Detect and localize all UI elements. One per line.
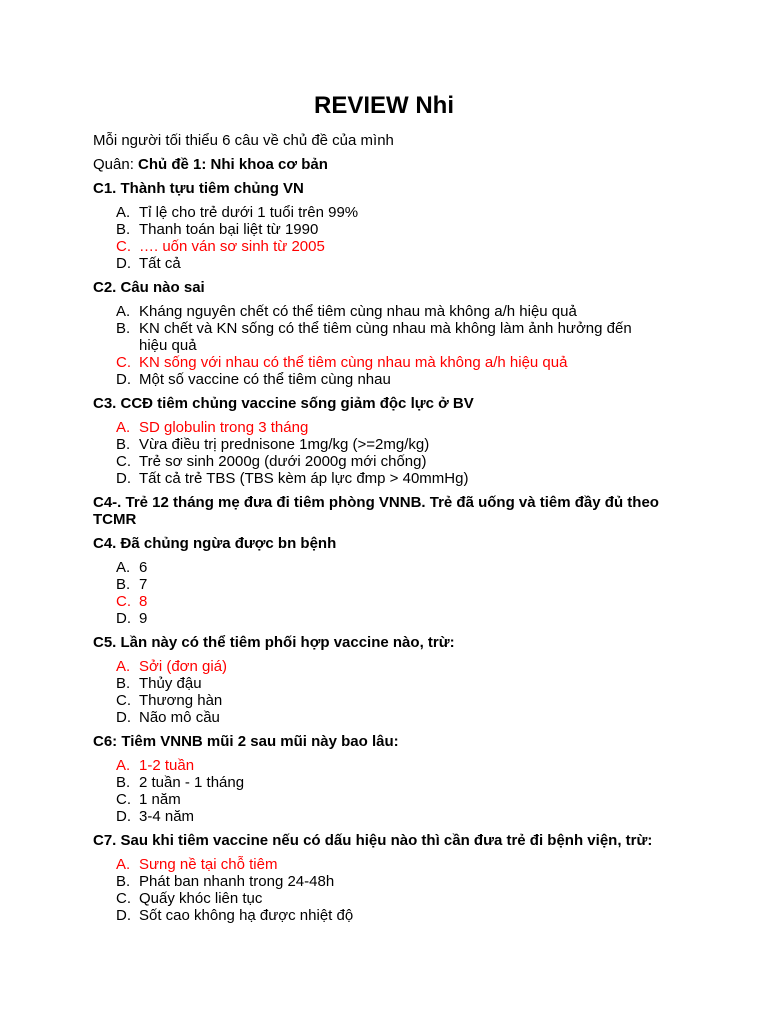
question-text: C5. Lần này có thể tiêm phối hợp vaccine nào, trừ: (93, 634, 455, 651)
option-letter: D. (116, 610, 131, 627)
option-letter: C. (116, 354, 131, 371)
answer-option (93, 658, 653, 675)
answer-option (93, 436, 653, 453)
answer-option (93, 453, 653, 470)
answer-option (93, 354, 653, 371)
option-letter: B. (116, 873, 131, 890)
answer-options (93, 856, 768, 924)
option-letter: B. (116, 774, 131, 791)
answer-option (93, 470, 653, 487)
option-text: SD globulin trong 3 tháng (139, 419, 309, 436)
option-letter: B. (116, 320, 131, 337)
option-letter: C. (116, 238, 131, 255)
answer-option (93, 371, 653, 388)
answer-option (93, 419, 653, 436)
option-letter: C. (116, 593, 131, 610)
option-text: Kháng nguyên chết có thể tiêm cùng nhau mà không a/h hiệu quả (139, 303, 577, 320)
owner-label: Quân: (93, 156, 139, 173)
option-text: 7 (139, 576, 148, 593)
option-letter: D. (116, 470, 131, 487)
option-text: 1-2 tuần (139, 757, 195, 774)
answer-option (93, 593, 653, 610)
answer-option (93, 675, 653, 692)
owner-line (93, 156, 768, 173)
option-letter: C. (116, 791, 131, 808)
answer-option (93, 808, 653, 825)
option-text: Tỉ lệ cho trẻ dưới 1 tuổi trên 99% (139, 204, 359, 221)
question-text: C3. CCĐ tiêm chủng vaccine sống giảm độc lực ở BV (93, 395, 474, 412)
option-text: Trẻ sơ sinh 2000g (dưới 2000g mới chống) (139, 453, 427, 470)
option-letter: C. (116, 692, 131, 709)
option-text: Sưng nề tại chỗ tiêm (139, 856, 278, 873)
answer-options (93, 757, 768, 825)
question-text: C4-. Trẻ 12 tháng mẹ đưa đi tiêm phòng VNNB. Trẻ đã uống và tiêm đầy đủ theo TCMR (93, 494, 659, 528)
option-text: Quấy khóc liên tục (139, 890, 263, 907)
option-letter: A. (116, 856, 131, 873)
owner-topic: Chủ đề 1: Nhi khoa cơ bản (138, 156, 328, 173)
option-letter: A. (116, 559, 131, 576)
answer-option (93, 774, 653, 791)
option-text: Tất cả (139, 255, 181, 272)
answer-option (93, 204, 653, 221)
answer-option (93, 238, 653, 255)
option-text: 8 (139, 593, 148, 610)
answer-options (93, 303, 768, 388)
option-text: Tất cả trẻ TBS (TBS kèm áp lực đmp > 40mmHg) (139, 470, 469, 487)
option-letter: A. (116, 419, 131, 436)
answer-option (93, 320, 653, 354)
option-text: Phát ban nhanh trong 24-48h (139, 873, 335, 890)
option-text: KN chết và KN sống có thể tiêm cùng nhau mà không làm ảnh hưởng đến hiệu quả (139, 320, 632, 354)
answer-option (93, 856, 653, 873)
option-letter: C. (116, 890, 131, 907)
option-text: 1 năm (139, 791, 181, 808)
question-text: C2. Câu nào sai (93, 279, 205, 296)
option-letter: B. (116, 576, 131, 593)
answer-option (93, 907, 653, 924)
answer-option (93, 890, 653, 907)
option-text: …. uốn ván sơ sinh từ 2005 (139, 238, 325, 255)
intro-text: Mỗi người tối thiểu 6 câu về chủ đề của mình (93, 132, 394, 149)
question-text: C7. Sau khi tiêm vaccine nếu có dấu hiệu nào thì cần đưa trẻ đi bệnh viện, trừ: (93, 832, 653, 849)
option-letter: A. (116, 204, 131, 221)
option-letter: D. (116, 255, 131, 272)
answer-option (93, 791, 653, 808)
option-letter: A. (116, 757, 131, 774)
option-text: Thủy đậu (139, 675, 202, 692)
answer-option (93, 873, 653, 890)
option-text: Sốt cao không hạ được nhiệt độ (139, 907, 354, 924)
option-text: 2 tuần - 1 tháng (139, 774, 245, 791)
option-letter: D. (116, 907, 131, 924)
option-text: Thương hàn (139, 692, 223, 709)
option-letter: D. (116, 371, 131, 388)
document-title: REVIEW Nhi (313, 92, 454, 119)
option-text: Não mô cầu (139, 709, 220, 726)
answer-option (93, 559, 653, 576)
question-text: C6: Tiêm VNNB mũi 2 sau mũi này bao lâu: (93, 733, 399, 750)
option-letter: D. (116, 808, 131, 825)
question-list (93, 180, 768, 924)
option-text: KN sống với nhau có thể tiêm cùng nhau mà không a/h hiệu quả (139, 354, 568, 371)
option-letter: C. (116, 453, 131, 470)
question-text: C1. Thành tựu tiêm chủng VN (93, 180, 304, 197)
answer-option (93, 757, 653, 774)
option-text: 6 (139, 559, 148, 576)
answer-option (93, 255, 653, 272)
option-letter: D. (116, 709, 131, 726)
answer-options (93, 204, 768, 272)
option-letter: B. (116, 675, 131, 692)
option-text: Thanh toán bại liệt từ 1990 (139, 221, 319, 238)
answer-options (93, 658, 768, 726)
question-text: C4. Đã chủng ngừa được bn bệnh (93, 535, 337, 552)
answer-options (93, 419, 768, 487)
option-letter: B. (116, 221, 131, 238)
answer-option (93, 709, 653, 726)
answer-option (93, 221, 653, 238)
answer-options (93, 559, 768, 627)
option-text: Sởi (đơn giá) (139, 658, 228, 675)
option-letter: B. (116, 436, 131, 453)
answer-option (93, 303, 653, 320)
option-text: Một số vaccine có thể tiêm cùng nhau (139, 371, 391, 388)
answer-option (93, 576, 653, 593)
answer-option (93, 692, 653, 709)
option-letter: A. (116, 658, 131, 675)
answer-option (93, 610, 653, 627)
option-letter: A. (116, 303, 131, 320)
option-text: 3-4 năm (139, 808, 195, 825)
option-text: 9 (139, 610, 148, 627)
option-text: Vừa điều trị prednisone 1mg/kg (>=2mg/kg) (139, 436, 430, 453)
